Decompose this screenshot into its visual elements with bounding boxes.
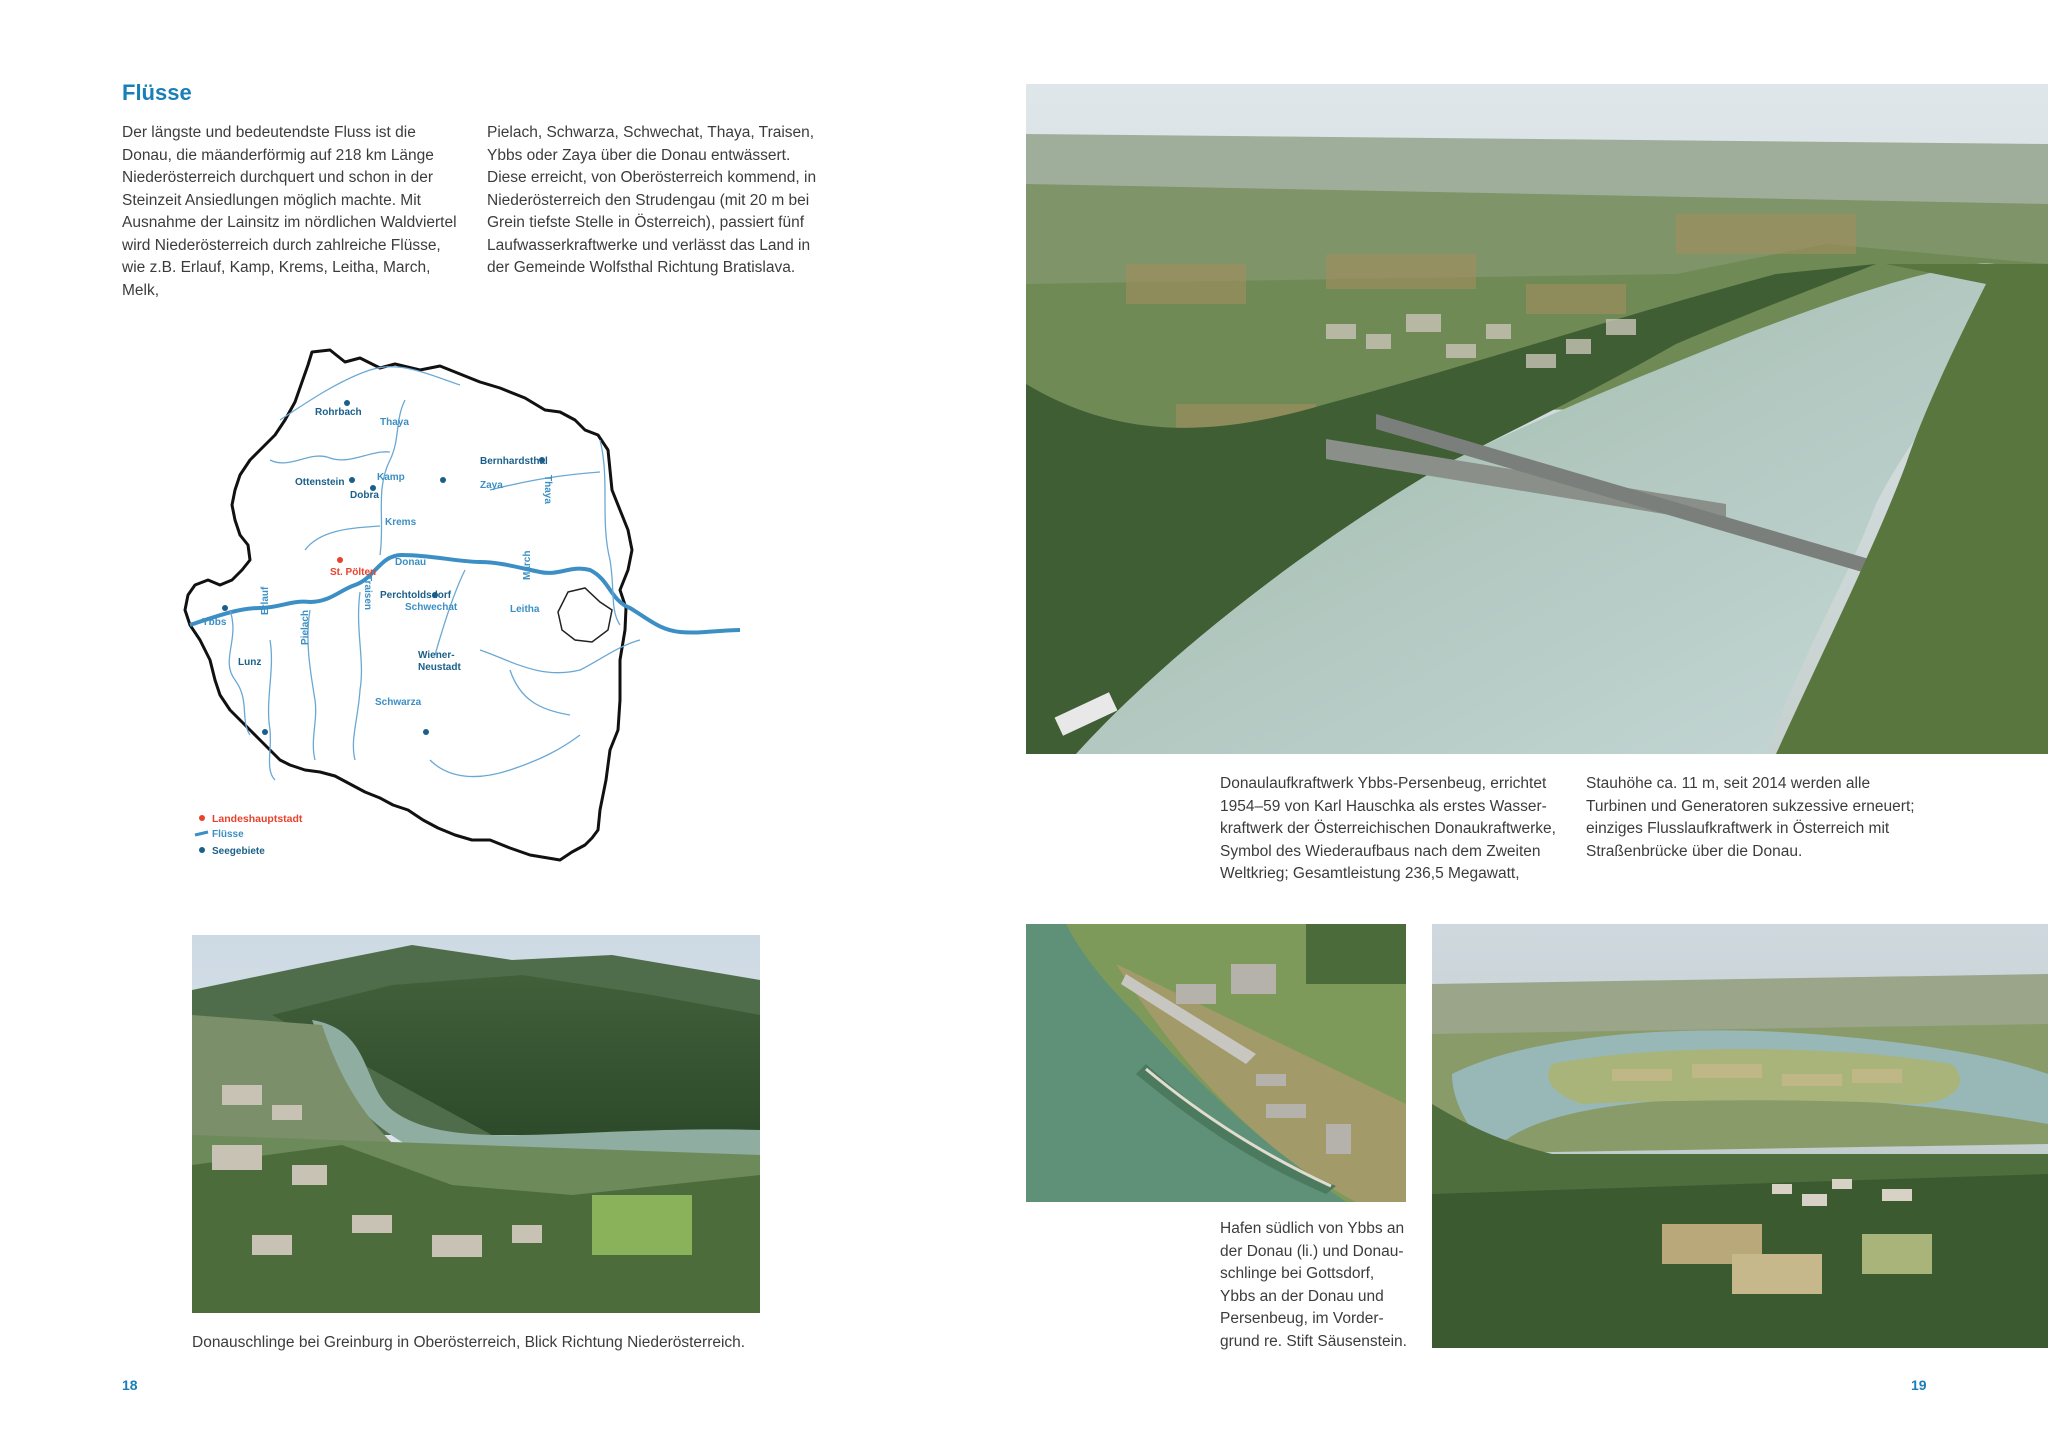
- caption-line: Donaulaufkraftwerk Ybbs-Persenbeug, errichtet: [1220, 775, 1547, 792]
- label-thaya-vertical: Thaya: [542, 475, 553, 504]
- label-zaya: Zaya: [480, 480, 503, 491]
- intro-text-column-2: [487, 122, 827, 280]
- text-line: Ybbs oder Zaya über die Donau entwässert.: [487, 146, 791, 164]
- caption-line: Weltkrieg; Gesamtleistung 236,5 Megawatt,: [1220, 865, 1520, 882]
- label-kamp: Kamp: [377, 472, 405, 483]
- caption-line: grund re. Stift Säusenstein.: [1220, 1332, 1407, 1350]
- label-rohrbach: Rohrbach: [315, 407, 362, 418]
- caption-line: 1954–59 von Karl Hauschka als erstes Wasser-: [1220, 797, 1547, 815]
- label-schwechat: Schwechat: [405, 602, 458, 613]
- caption-line: Stauhöhe ca. 11 m, seit 2014 werden alle: [1586, 775, 1871, 792]
- legend-capital: Landeshauptstadt: [212, 813, 303, 825]
- photo-kraftwerk-ybbs-persenbeug: [1026, 84, 2048, 754]
- text-line: Pielach, Schwarza, Schwechat, Thaya, Traisen,: [487, 124, 815, 141]
- caption-line: Symbol des Wiederaufbaus nach dem Zweiten: [1220, 842, 1541, 860]
- caption-line: Ybbs an der Donau und: [1220, 1287, 1384, 1305]
- photo-caption-left: Donauschlinge bei Greinburg in Oberösterreich, Blick Richtung Niederösterreich.: [192, 1334, 746, 1351]
- text-line: Ausnahme der Lainsitz im nördlichen Waldviertel: [122, 214, 457, 231]
- page-number-left: 18: [122, 1377, 138, 1393]
- legend-lakes: Seegebiete: [212, 846, 265, 857]
- text-line: Donau, die mäanderförmig auf 218 km Länge: [122, 146, 434, 164]
- label-wiener-neustadt-1: Wiener-: [418, 650, 455, 661]
- text-line: Niederösterreich durchquert und schon in der: [122, 169, 434, 186]
- label-bernhardsthal: Bernhardsthal: [480, 456, 548, 467]
- label-st-poelten: St. Pölten: [330, 567, 377, 578]
- caption-line: Persenbeug, im Vorder-: [1220, 1310, 1384, 1327]
- caption-bottom: [1220, 1218, 1420, 1353]
- section-heading: Flüsse: [122, 80, 192, 105]
- text-line: Steinzeit Ansiedlungen möglich machte. Mit: [122, 191, 421, 209]
- label-lunz: Lunz: [238, 657, 262, 668]
- lower-austria-map: [180, 340, 780, 880]
- label-pielach: Pielach: [300, 609, 311, 645]
- river-map: [180, 340, 780, 880]
- caption-top-column-2: [1586, 773, 1966, 863]
- text-line: Der längste und bedeutendste Fluss ist die: [122, 124, 416, 141]
- label-erlauf: Erlauf: [260, 586, 271, 615]
- text-line: Diese erreicht, von Oberösterreich kommend, in: [487, 169, 817, 186]
- label-traisen: Traisen: [362, 575, 373, 611]
- text-line: wird Niederösterreich durch zahlreiche Flüsse,: [122, 236, 441, 254]
- label-krems: Krems: [385, 517, 417, 528]
- caption-top-column-1: [1220, 773, 1580, 886]
- caption-line: einziges Flusslaufkraftwerk in Österreich mit: [1586, 820, 1890, 837]
- label-schwarza: Schwarza: [375, 697, 422, 708]
- photo-donauschlinge-greinburg: [192, 935, 760, 1313]
- text-line: Laufwasserkraftwerke und verlässt das Land in: [487, 236, 811, 254]
- label-wiener-neustadt-2: Neustadt: [418, 662, 461, 673]
- text-line: wie z.B. Erlauf, Kamp, Krems, Leitha, March, Melk,: [122, 259, 431, 299]
- intro-text-column-1: [122, 122, 462, 302]
- caption-line: Turbinen und Generatoren sukzessive erneuert;: [1586, 797, 1915, 815]
- caption-line: Hafen südlich von Ybbs an: [1220, 1220, 1405, 1237]
- label-donau: Donau: [395, 557, 427, 568]
- photo-hafen-ybbs: [1026, 924, 1406, 1202]
- vienna-border: [558, 588, 612, 642]
- label-thaya: Thaya: [380, 417, 409, 428]
- caption-line: der Donau (li.) und Donau-: [1220, 1242, 1404, 1260]
- photo-donauschlinge-gottsdorf: [1432, 924, 2048, 1348]
- text-line: der Gemeinde Wolfsthal Richtung Bratislava.: [487, 259, 796, 276]
- text-line: Grein tiefste Stelle in Österreich), passiert fünf: [487, 214, 805, 231]
- caption-line: Straßenbrücke über die Donau.: [1586, 842, 1803, 860]
- label-ybbs: Ybbs: [202, 617, 227, 628]
- text-line: Niederösterreich den Strudengau (mit 20 m bei: [487, 191, 810, 209]
- caption-line: kraftwerk der Österreichischen Donaukraftwerke,: [1220, 820, 1556, 837]
- caption-line: schlinge bei Gottsdorf,: [1220, 1265, 1375, 1282]
- label-march: March: [522, 550, 533, 580]
- donau-river: [190, 555, 740, 633]
- label-dobra: Dobra: [350, 490, 379, 501]
- legend-rivers: Flüsse: [212, 829, 244, 840]
- label-leitha: Leitha: [510, 604, 540, 615]
- label-perchtoldsdorf: Perchtoldsdorf: [380, 590, 452, 601]
- page-number-right: 19: [1911, 1377, 1927, 1393]
- label-ottenstein: Ottenstein: [295, 477, 345, 488]
